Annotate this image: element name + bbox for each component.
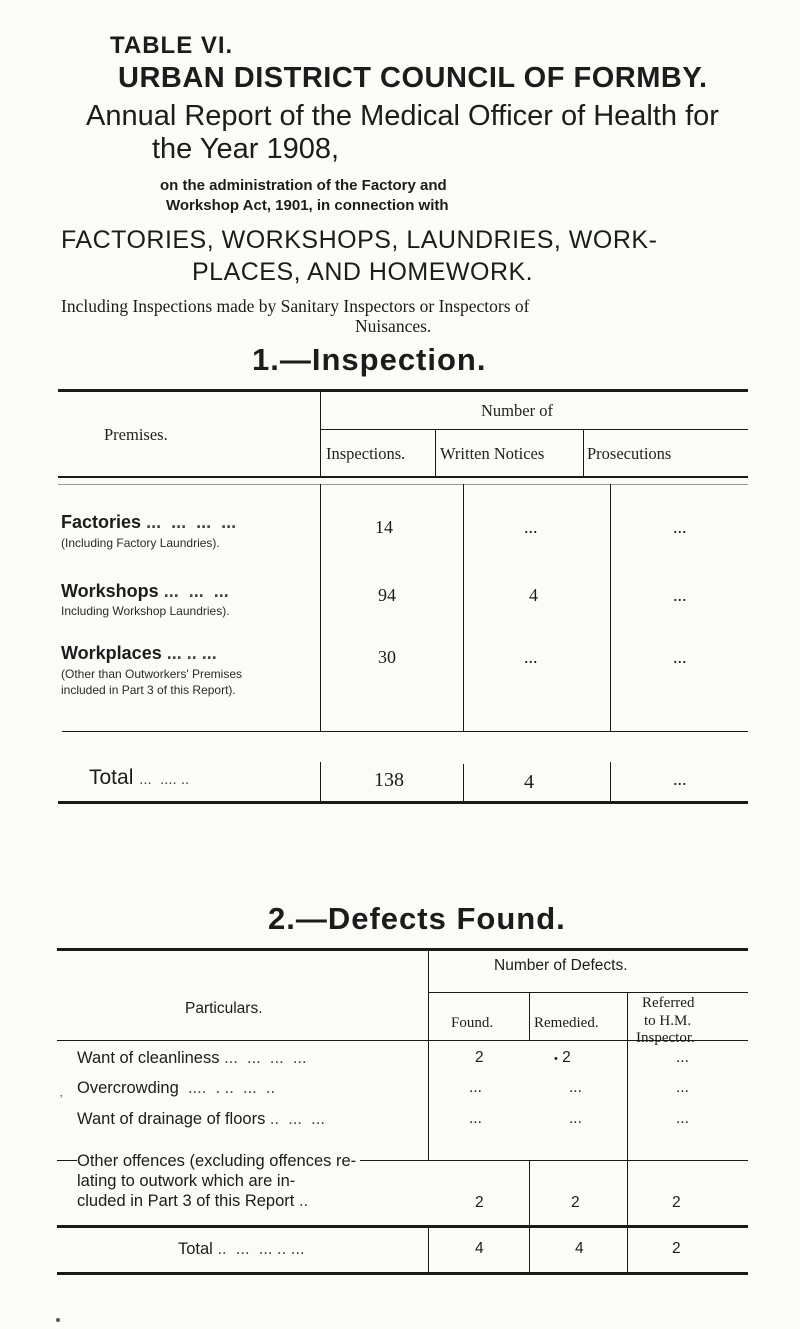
total-label: Total ... .... .. <box>89 766 190 789</box>
table-rule <box>320 429 748 430</box>
row-label-text: Overcrowding <box>77 1079 179 1097</box>
column-divider <box>463 764 464 801</box>
table-rule <box>58 389 748 392</box>
report-title-line2: the Year 1908, <box>152 133 340 165</box>
total-referred: 2 <box>672 1240 681 1257</box>
remedied-cell: ... <box>569 1110 582 1127</box>
remedied-cell: • 2 <box>554 1049 571 1066</box>
total-found: 4 <box>475 1240 484 1257</box>
administration-line1: on the administration of the Factory and <box>160 177 447 194</box>
remedied-cell: ... <box>569 1079 582 1096</box>
table-rule <box>57 948 748 951</box>
prosecutions-header: Prosecutions <box>587 444 672 463</box>
including-line2: Nuisances. <box>355 316 432 336</box>
column-divider <box>627 1041 628 1225</box>
column-divider <box>627 1228 628 1272</box>
column-divider <box>428 1041 429 1160</box>
column-divider <box>428 1228 429 1272</box>
column-divider <box>463 484 464 731</box>
column-divider <box>529 993 530 1040</box>
table-rule <box>58 801 748 804</box>
column-divider <box>320 762 321 801</box>
inspections-cell: 30 <box>378 647 396 667</box>
found-cell: ... <box>469 1079 482 1096</box>
administration-line2: Workshop Act, 1901, in connection with <box>166 197 449 214</box>
row-label: Want of drainage of floors .. ... ... <box>77 1110 325 1128</box>
remedied-header: Remedied. <box>534 1015 599 1031</box>
found-cell: ... <box>469 1110 482 1127</box>
total-prosecutions: ... <box>673 769 687 789</box>
row-label: Want of cleanliness ... ... ... ... <box>77 1049 307 1067</box>
row-label-text: Want of cleanliness <box>77 1049 220 1067</box>
defects-section-title: 2.—Defects Found. <box>268 901 566 936</box>
particulars-header: Particulars. <box>185 1000 263 1017</box>
notices-cell: ... <box>524 647 538 667</box>
row-label-text: Workplaces <box>61 643 162 663</box>
notices-cell: ... <box>524 517 538 537</box>
remedied-value: 2 <box>562 1049 571 1066</box>
row-label: Overcrowding .... . .. ... .. <box>77 1079 276 1097</box>
other-offences-line1: Other offences (excluding offences re- <box>77 1152 360 1171</box>
prosecutions-cell: ... <box>673 647 687 667</box>
inspection-section-title: 1.—Inspection. <box>252 342 487 377</box>
premises-header: Premises. <box>104 425 168 444</box>
column-divider <box>583 429 584 476</box>
inspections-header: Inspections. <box>326 444 406 463</box>
row-label-text: Want of drainage of floors <box>77 1110 266 1128</box>
speck-mark <box>56 1318 60 1322</box>
table-label: TABLE VI. <box>110 32 234 59</box>
referred-cell: ... <box>676 1049 689 1066</box>
number-of-header: Number of <box>481 401 553 420</box>
notices-cell: 4 <box>529 585 538 605</box>
table-rule <box>428 992 748 993</box>
referred-header-line1: Referred <box>642 995 695 1011</box>
column-divider <box>627 993 628 1040</box>
referred-cell: 2 <box>672 1194 681 1211</box>
row-note: included in Part 3 of this Report). <box>61 683 236 697</box>
total-label-text: Total <box>89 766 134 789</box>
council-title: URBAN DISTRICT COUNCIL OF FORMBY. <box>118 62 708 94</box>
number-of-defects-header: Number of Defects. <box>494 957 628 974</box>
including-line1: Including Inspections made by Sanitary Inspectors or Inspectors of <box>61 296 530 316</box>
total-remedied: 4 <box>575 1240 584 1257</box>
total-label-text: Total <box>178 1240 213 1258</box>
column-divider <box>529 1228 530 1272</box>
column-divider <box>610 484 611 731</box>
row-label-text: Workshops <box>61 581 159 601</box>
total-label: Total .. ... ... .. ... <box>178 1240 305 1258</box>
prosecutions-cell: ... <box>673 585 687 605</box>
row-note: (Other than Outworkers' Premises <box>61 667 243 681</box>
stray-comma: , <box>60 1088 63 1099</box>
total-inspections: 138 <box>374 769 404 791</box>
referred-header-line3: Inspector. <box>636 1030 695 1046</box>
report-title-line1: Annual Report of the Medical Officer of Health for <box>86 100 719 132</box>
table-rule <box>57 1272 748 1275</box>
total-notices: 4 <box>524 771 534 793</box>
table-rule <box>58 476 748 478</box>
factories-heading-line2: PLACES, AND HOMEWORK. <box>192 258 534 286</box>
factories-heading-line1: FACTORIES, WORKSHOPS, LAUNDRIES, WORK- <box>61 226 658 254</box>
referred-cell: ... <box>676 1110 689 1127</box>
column-divider <box>610 762 611 801</box>
column-divider <box>320 484 321 731</box>
row-label-text: Factories <box>61 512 142 532</box>
other-offences-line2: lating to outwork which are in- <box>77 1172 296 1190</box>
table-rule <box>58 484 748 485</box>
prosecutions-cell: ... <box>673 517 687 537</box>
row-note: (Including Factory Laundries). <box>61 536 220 550</box>
table-rule <box>57 1225 748 1228</box>
inspections-cell: 14 <box>375 517 393 537</box>
row-label: Workplaces ... .. ... <box>61 643 217 663</box>
written-notices-header: Written Notices <box>440 444 545 463</box>
column-divider <box>428 951 429 1040</box>
column-divider <box>435 429 436 476</box>
column-divider <box>529 1160 530 1225</box>
table-rule <box>62 731 748 732</box>
column-divider <box>320 392 321 476</box>
row-label: Workshops ... ... ... <box>61 581 229 601</box>
row-note: Including Workshop Laundries). <box>61 604 230 618</box>
inspections-cell: 94 <box>378 585 396 605</box>
found-cell: 2 <box>475 1049 484 1066</box>
referred-header-line2: to H.M. <box>644 1013 692 1029</box>
remedied-cell: 2 <box>571 1194 580 1211</box>
other-offences-line3: cluded in Part 3 of this Report .. <box>77 1192 309 1210</box>
found-cell: 2 <box>475 1194 484 1211</box>
row-label: Factories ... ... ... ... <box>61 512 237 532</box>
other-offences-line3-text: cluded in Part 3 of this Report <box>77 1192 295 1210</box>
found-header: Found. <box>451 1015 494 1031</box>
referred-cell: ... <box>676 1079 689 1096</box>
